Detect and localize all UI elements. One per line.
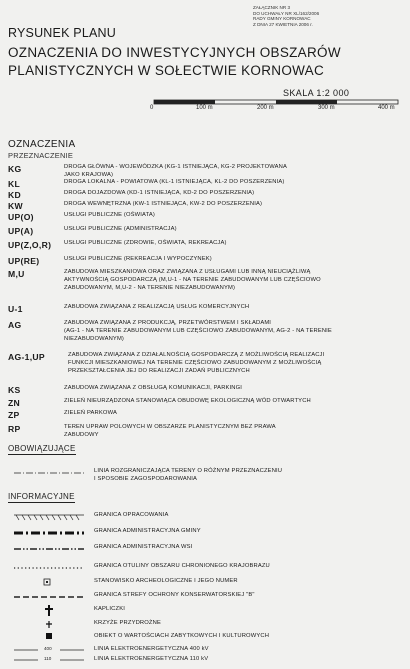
scale-tick-200: 200 m [257, 105, 274, 111]
roadside-cross-icon [14, 618, 84, 632]
legend-desc: USŁUGI PUBLICZNE (ZDROWIE, OŚWIATA, REKREACJA) [64, 240, 227, 246]
study-border-icon [14, 510, 84, 524]
legend-desc: ZABUDOWA MIESZKANIOWA ORAZ ZWIĄZANA Z USŁUGAMI LUB INNĄ NIEUCIĄŻLIWĄ AKTYWNOŚCIĄ GOSPODARCZĄ (M,U-1 - NA TERENIE ZABUDOWANYM LUB CZĘŚCIOWO ZABUDOWANYM, M,U-2 - NA TERENIE NIEZABUDOWANYM) [64, 269, 321, 291]
legend-code: ZP [8, 410, 20, 420]
legend-border-village [0, 542, 410, 556]
chapel-cross-icon [14, 604, 84, 618]
section-informacyjne: INFORMACYJNE [8, 492, 75, 501]
scale-tick-400: 400 m [378, 105, 395, 111]
legend-line-desc: STANOWISKO ARCHEOLOGICZNE I JEGO NUMER [94, 578, 238, 584]
legend-code: UP(O) [8, 212, 34, 222]
legend-desc: ZABUDOWA ZWIĄZANA Z PRODUKCJĄ, PRZETWÓRSTWEM I SKŁADAMI (AG-1 - NA TERENIE ZABUDOWANYM LUB CZĘŚCIOWO ZABUDOWANYM, AG-2 - NA TERENIE NIEZABUDOWANYM) [64, 320, 332, 342]
scale-tick-300: 300 m [318, 105, 335, 111]
legend-border-buffer [0, 561, 410, 575]
legend-line-desc: LINIA ELEKTROENERGETYCZNA 400 kV [94, 646, 209, 652]
legend-line-desc: KRZYŻE PRZYDROŻNE [94, 620, 161, 626]
stamp-line: RADY GMINY KORNOWAC [253, 16, 311, 22]
legend-desc: ZABUDOWA ZWIĄZANA Z REALIZACJĄ USŁUG KOMERCYJNYCH [64, 304, 250, 310]
conservation-border-icon [14, 590, 84, 604]
legend-desc: DROGA LOKALNA - POWIATOWA (KL-1 ISTNIEJĄCA, KL-2 DO POSZERZENIA) [64, 179, 285, 185]
legend-code: RP [8, 424, 21, 434]
legend-archaeological-site [0, 576, 410, 590]
legend-heritage-object [0, 631, 410, 645]
legend-code: KD [8, 190, 22, 200]
dashdot-line-icon [14, 466, 84, 480]
legend-code: ZN [8, 398, 21, 408]
legend-desc: ZIELEŃ NIEURZĄDZONA STANOWIĄCA OBUDOWĘ EKOLOGICZNĄ WÓD OTWARTYCH [64, 398, 311, 404]
legend-code: AG [8, 320, 22, 330]
legend-line-desc: LINIA ROZGRANICZAJĄCA TERENY O RÓŻNYM PRZEZNACZENIU I SPOSOBIE ZAGOSPODAROWANIA [94, 468, 283, 482]
power-line-400-label: 400 [44, 646, 52, 651]
scale-label: SKALA 1:2 000 [283, 88, 350, 98]
legend-desc: ZABUDOWA ZWIĄZANA Z OBSŁUGĄ KOMUNIKACJI, PARKINGI [64, 385, 243, 391]
heritage-square-icon [14, 631, 84, 645]
legend-desc: USŁUGI PUBLICZNE (ADMINISTRACJA) [64, 226, 177, 232]
legend-line-desc: LINIA ELEKTROENERGETYCZNA 110 kV [94, 656, 209, 662]
legend-line-desc: GRANICA OPRACOWANIA [94, 512, 169, 518]
section-oznaczenia: OZNACZENIA [8, 139, 76, 150]
legend-line-desc: GRANICA ADMINISTRACYJNA GMINY [94, 528, 201, 534]
section-przeznaczenie: PRZEZNACZENIE [8, 151, 74, 160]
legend-code: M,U [8, 269, 25, 279]
plan-subtitle-line-2: PLANISTYCZNYCH W SOŁECTWIE KORNOWAC [8, 63, 325, 78]
legend-code: KW [8, 201, 23, 211]
dotted-border-icon [14, 561, 84, 575]
village-border-icon [14, 542, 84, 556]
stamp-line: ZAŁĄCZNIK NR 3 [253, 5, 291, 10]
stamp-line: DO UCHWAŁY NR XL/162/2006 [253, 10, 320, 16]
legend-desc: DROGA GŁÓWNA - WOJEWÓDZKA (KG-1 ISTNIEJĄCA, KG-2 PROJEKTOWANA JAKO KRAJOWA) [64, 164, 288, 178]
legend-chapel [0, 604, 410, 618]
legend-desc: ZABUDOWA ZWIĄZANA Z DZIAŁALNOŚCIĄ GOSPODARCZĄ Z MOŻLIWOŚCIĄ REALIZACJI FUNKCJI MIESZKANIOWEJ NA TERENIE CZĘŚCIOWO ZABUDOWANYM Z MOŻLIWOŚCIĄ PRZEKSZTAŁCENIA JEJ DO REALIZACJI ZADAŃ PUBLICZNYCH [68, 352, 325, 374]
legend-desc: DROGA DOJAZDOWA (KD-1 ISTNIEJĄCA, KD-2 DO POSZERZENIA) [64, 190, 255, 196]
archaeological-site-icon [14, 576, 84, 590]
legend-code: KL [8, 179, 21, 189]
legend-line-desc: KAPLICZKI [94, 606, 125, 612]
legend-code: KG [8, 164, 22, 174]
legend-code: AG-1,UP [8, 352, 45, 362]
resolution-stamp [253, 5, 319, 27]
legend-line-desc: GRANICA OTULINY OBSZARU CHRONIONEGO KRAJOBRAZU [94, 563, 270, 569]
legend-conservation-zone [0, 590, 410, 604]
plan-subtitle-line-1: OZNACZENIA DO INWESTYCYJNYCH OBSZARÓW [8, 45, 341, 60]
legend-roadside-cross [0, 618, 410, 632]
scale-tick-0: 0 [150, 105, 154, 111]
legend-code: U-1 [8, 304, 23, 314]
legend-desc: USŁUGI PUBLICZNE (REKREACJA I WYPOCZYNEK) [64, 256, 212, 262]
legend-code: KS [8, 385, 21, 395]
legend-code: UP(RE) [8, 256, 40, 266]
legend-desc: DROGA WEWNĘTRZNA (KW-1 ISTNIEJĄCA, KW-2 DO POSZERZENIA) [64, 201, 263, 207]
scale-tick-100: 100 m [196, 105, 213, 111]
legend-desc: TEREN UPRAW POLOWYCH W OBSZARZE PLANISTYCZNYM BEZ PRAWA ZABUDOWY [64, 424, 276, 438]
legend-line-desc: OBIEKT O WARTOŚCIACH ZABYTKOWYCH I KULTUROWYCH [94, 633, 270, 639]
legend-line-desc: GRANICA STREFY OCHRONY KONSERWATORSKIEJ "B" [94, 592, 255, 598]
legend-line-desc: GRANICA ADMINISTRACYJNA WSI [94, 544, 193, 550]
legend-desc: ZIELEŃ PARKOWA [64, 410, 117, 416]
legend-code: UP(A) [8, 226, 34, 236]
plan-title: RYSUNEK PLANU [8, 26, 116, 40]
scale-bar [150, 98, 406, 114]
section-obowiazujace: OBOWIĄZUJĄCE [8, 444, 76, 453]
legend-code: UP(Z,O,R) [8, 240, 52, 250]
legend-line-dividing [0, 466, 410, 480]
legend-border-commune [0, 526, 410, 540]
stamp-line: Z DNIA 27 KWIETNIA 2006 r. [253, 21, 313, 27]
power-line-110-label: 110 [44, 656, 52, 661]
legend-desc: USŁUGI PUBLICZNE (OŚWIATA) [64, 212, 155, 218]
legend-border-study [0, 510, 410, 524]
commune-border-icon [14, 526, 84, 540]
